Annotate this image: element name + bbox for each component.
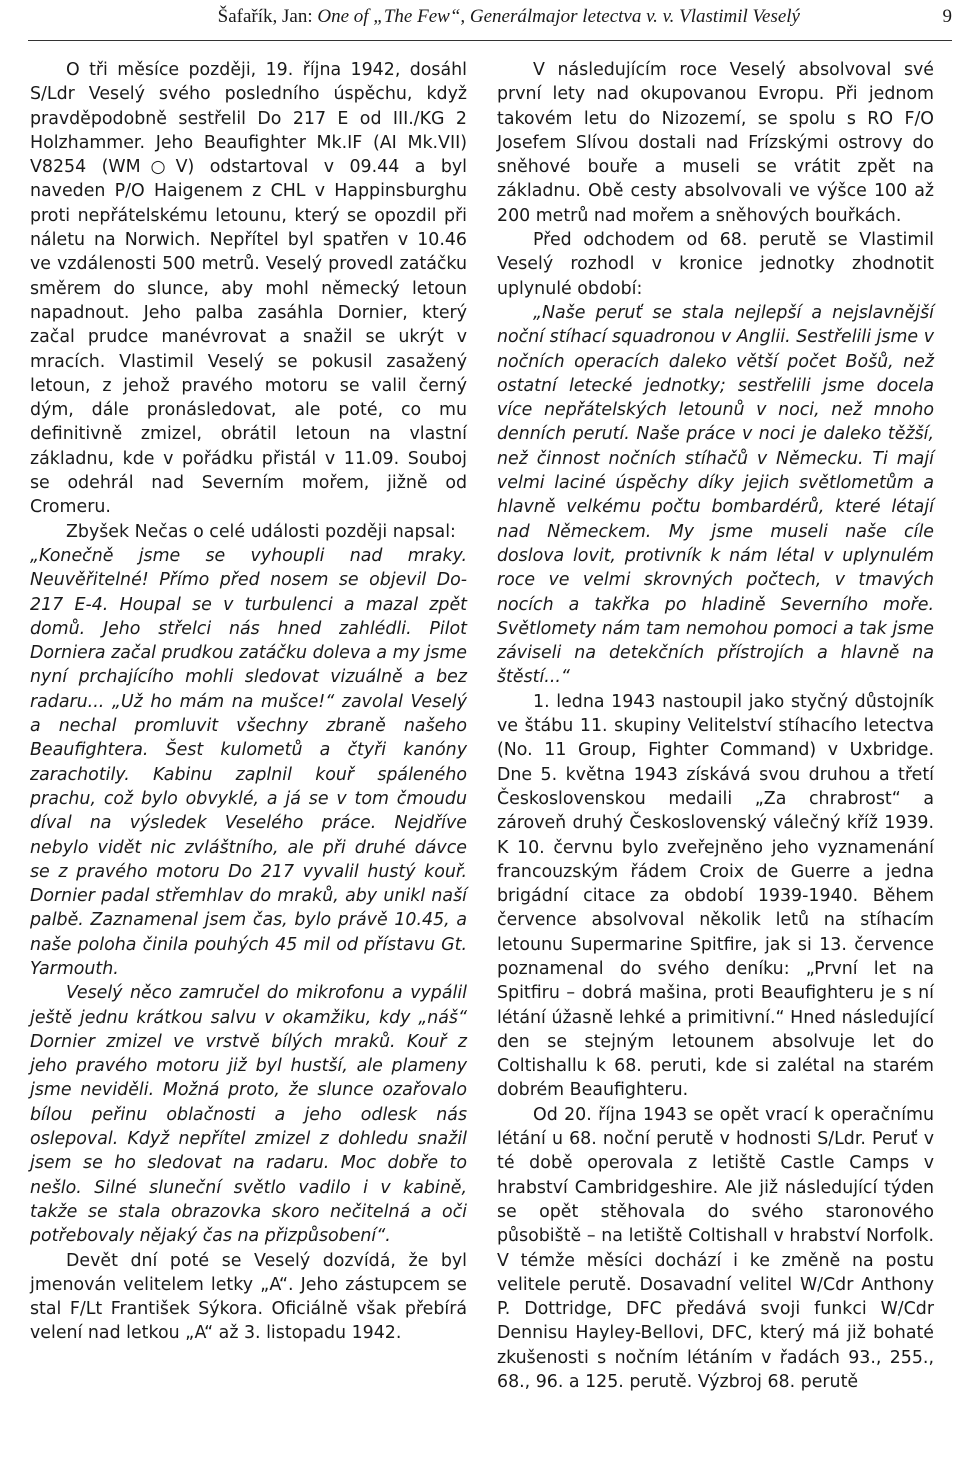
running-title-author: Šafařík, Jan: bbox=[217, 6, 318, 27]
page-header bbox=[0, 6, 960, 32]
paragraph: V následujícím roce Veselý absolvoval své první lety nad okupovanou Evropu. Při jednom takovém letu do Nizozemí, se spolu s RO F/O Josefem Slívou dostali nad Frízskými ostrovy do sněhové bouře a museli se vrátit zpět na základnu. Obě cesty absolvovali ve výšce 100 až 200 metrů nad mořem a sněhových bouřkách. bbox=[497, 60, 934, 226]
running-title-italic: One of „The Few“, Generálmajor letectva v. v. Vlastimil Veselý bbox=[317, 6, 800, 27]
quote-paragraph: „Naše peruť se stala nejlepší a nejslavnější noční stíhací squadronou v Anglii. Sestřelili jsme v nočních operacích daleko větší počet Bošů, než ostatní letecké jednotky; sestřelili jsme docela více nepřátelských letounů v noci, než mnoho denních perutí. Naše práce v noci je daleko těžší, než činnost nočních stíhačů v Německu. Ti mají velmi laciné úspěchy díky jejich světlometům a hlavně velkému počtu bombardérů, které létají nad Německem. My jsme museli naše cíle doslova lovit, protivník k nám létal v uplynulém roce ve velmi skrovných počtech, v tmavých nocích a takřka po hladině Severního moře. Světlomety nám tam nemohou pomoci a tak jsme záviseli na detekčních přístrojích a hlavně na štěstí...“ bbox=[497, 302, 934, 688]
paragraph: 1. ledna 1943 nastoupil jako styčný důstojník ve štábu 11. skupiny Velitelství stíhacího letectva (No. 11 Group, Fighter Command) v Uxbridge. Dne 5. května 1943 získává svou druhou a třetí Československou medaili „Za chrabrost“ a zároveň druhý Československý válečný kříž 1939. K 10. červnu bylo zveřejněno jeho vyznamenání francouzským řádem Croix de Guerre a jedna brigádní citace za období 1939-1940. Během července absolvoval několik letů na stíhacím letounu Supermarine Spitfire, jak si 13. července poznamenal do svého deníku: „První let na Spitfiru – dobrá mašina, proti Beaufighteru je s ní létání úžasně lehké a primitivní.“ Hned následující den se stejným letounem absolvuje let do Coltishallu k 68. peruti, kde si zalétal na starém dobrém Beaufighteru. bbox=[497, 691, 934, 1101]
paragraph: Zbyšek Nečas o celé události později napsal: bbox=[66, 521, 456, 542]
running-title bbox=[218, 6, 800, 28]
header-rule bbox=[28, 40, 952, 41]
paragraph: Od 20. října 1943 se opět vrací k operačnímu létání u 68. noční perutě v hodnosti S/Ldr. Peruť v té době operovala z letiště Castle Camps v hrabství Cambridgeshire. Ale již následující týden se opět stěhovala do svého staronového působiště – na letiště Coltishall v hrabství Norfolk. V témže měsíci dochází i ke změně na postu velitele perutě. Dosavadní velitel W/Cdr Anthony P. Dottridge, DFC předává svoji funkci W/Cdr Dennisu Hayley-Bellovi, DFC, který má již bohaté zkušenosti s nočním létáním v řadách 93., 255., 68., 96. a 125. perutě. Výzbroj 68. perutě bbox=[497, 1104, 934, 1393]
paragraph: Devět dní poté se Veselý dozvídá, že byl jmenován velitelem letky „A“. Jeho zástupcem se stal F/Lt František Sýkora. Oficiálně však přebírá velení nad letkou „A“ až 3. listopadu 1942. bbox=[30, 1250, 467, 1344]
page-number: 9 bbox=[942, 6, 952, 27]
quote-paragraph: „Konečně jsme se vyhoupli nad mraky. Neuvěřitelné! Přímo před nosem se objevil Do-217 E-4. Houpal se v turbulenci a mazal zpět domů. Jeho střelci nás hned zahlédli. Pilot Dorniera začal prudkou zatáčku doleva a my jsme nyní prchajícího mohli sledovat vizuálně a bez radaru... „Už ho mám na mušce!“ zavolal Veselý a nechal promluvit všechny zbraně našeho Beaufightera. Šest kulometů a čtyři kanóny zarachotily. Kabinu zaplnil kouř spáleného prachu, což bylo obvyklé, a já se v tom čmoudu díval na výsledek Veselého práce. Nejdříve nebylo vidět nic zvláštního, ale při druhé dávce se z pravého motoru Do 217 vyvalil hustý kouř. Dornier padal střemhlav do mraků, aby unikl naší palbě. Zaznamenal jsem čas, bylo právě 10.45, a naše poloha činila pouhých 45 mil od přístavu Gt. Yarmouth. bbox=[30, 545, 467, 979]
paragraph: O tři měsíce později, 19. října 1942, dosáhl S/Ldr Veselý svého posledního úspěchu, když pravděpodobně sestřelil Do 217 E od III./KG 2 Holzhammer. Jeho Beaufighter Mk.IF (AI Mk.VII) V8254 (WM○V) odstartoval v 09.44 a byl naveden P/O Haigenem z CHL v Happinsburghu proti nepřátelskému letounu, který se opozdil při náletu na Norwich. Nepřítel byl spatřen v 10.46 ve vzdálenosti 500 metrů. Veselý provedl zatáčku směrem do slunce, aby mohl německý letoun napadnout. Jeho palba zasáhla Dornier, který začal prudce manévrovat a snažil se ukrýt v mracích. Vlastimil Veselý se pokusil zasažený letoun, z jehož pravého motoru se valil černý dým, dále pronásledovat, ale poté, co mu definitivně zmizel, obrátil letoun na vlastní základnu, kde v pořádku přistál v 11.09. Souboj se odehrál nad Severním mořem, jižně od Cromeru. bbox=[30, 60, 467, 518]
quote-paragraph: Veselý něco zamručel do mikrofonu a vypálil ještě jednu krátkou salvu v okamžiku, kdy „náš“ Dornier zmizel ve vrstvě bílých mraků. Kouř z jeho pravého motoru již byl hustší, ale plameny jsme neviděli. Možná proto, že slunce ozařovalo bílou peřinu oblačnosti a jeho odlesk nás oslepoval. Když nepřítel zmizel z dohledu snažil jsem se ho sledovat na radaru. Moc dobře to nešlo. Silné sluneční světlo vadilo i v kabině, takže se stala obrazovka skoro nečitelná a oči potřebovaly nějaký čas na přizpůsobení“. bbox=[30, 983, 467, 1247]
paragraph: Před odchodem od 68. perutě se Vlastimil Veselý rozhodl v kronice jednotky zhodnotit uplynulé období: bbox=[497, 230, 934, 299]
left-column bbox=[30, 58, 467, 1346]
right-column bbox=[497, 58, 934, 1394]
